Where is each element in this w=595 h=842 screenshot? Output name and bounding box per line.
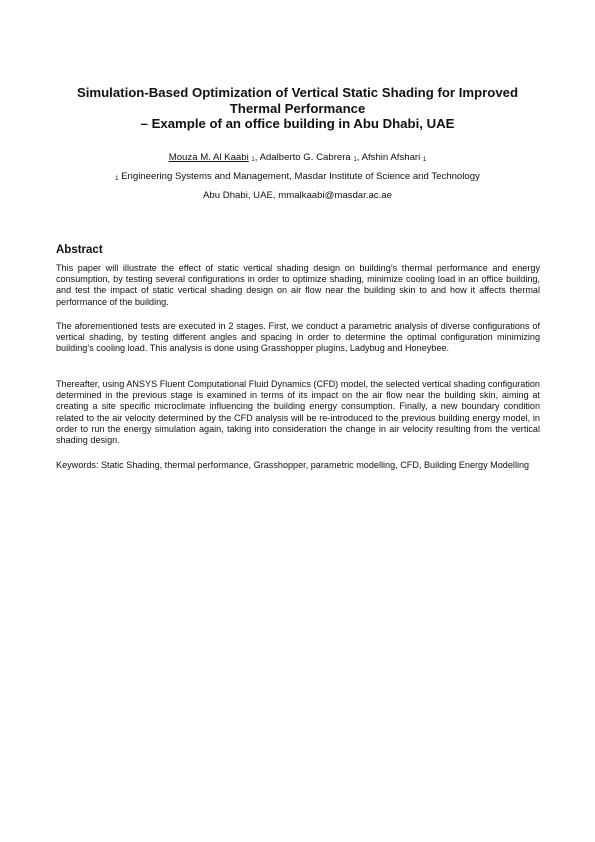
affiliation-mark: 1 <box>115 176 119 182</box>
title-line-3: – Example of an office building in Abu Dhabi, UAE <box>140 116 455 132</box>
abstract-paragraph-3: Thereafter, using ANSYS Fluent Computational Fluid Dynamics (CFD) model, the selected vertical shading configuration determined in the previous stage is examined in terms of its impact on the air flow near the building skin, aiming at creating a site specific microclimate influencing the building energy consumption. Finally, a new boundary condition related to the air velocity determined by the CFD analysis will be re-introduced to the previous building energy model, in order to run the energy simulation again, taking into consideration the change in air velocity resulting from the vertical shading design. <box>56 379 540 446</box>
author-2: Adalberto G. Cabrera <box>259 152 351 163</box>
author-list <box>40 152 555 165</box>
keywords-paragraph: Keywords: Static Shading, thermal performance, Grasshopper, parametric modelling, CFD, Building Energy Modelling <box>56 460 530 470</box>
paper-title <box>40 85 555 132</box>
affiliation-line-1 <box>40 171 555 184</box>
affiliation-line-2: Abu Dhabi, UAE, mmalkaabi@masdar.ac.ae <box>203 190 392 201</box>
author-3: Afshin Afshari <box>361 152 421 163</box>
author-1-affil-mark: 1 <box>251 157 255 163</box>
author-1[interactable]: Mouza M. Al Kaabi <box>168 152 249 163</box>
abstract-heading: Abstract <box>56 244 103 256</box>
author-2-affil-mark: 1 <box>353 157 357 163</box>
abstract-paragraph-2: The aforementioned tests are executed in 2 stages. First, we conduct a parametric analysis of diverse configurations of vertical shading, by testing different angles and spacing in order to determine the optimal configuration minimizing building’s cooling load. This analysis is done using Grasshopper plugins, Ladybug and Honeybee. <box>56 321 540 354</box>
author-sep-2: , <box>356 152 362 163</box>
author-3-affil-mark: 1 <box>422 157 427 163</box>
abstract-paragraph-1: This paper will illustrate the effect of static vertical shading design on building’s thermal performance and energy consumption, by testing several configurations in order to optimize shading, minimize cooling load in an office building, and test the impact of static vertical shading design on air flow near the building skin to and how it affects thermal performance of the building. <box>56 263 540 307</box>
title-line-2: Thermal Performance <box>229 100 366 116</box>
affiliation-institution: Engineering Systems and Management, Masdar Institute of Science and Technology <box>118 171 480 182</box>
title-line-1: Simulation-Based Optimization of Vertical Static Shading for Improved <box>76 85 519 100</box>
author-sep-1: , <box>254 152 260 163</box>
